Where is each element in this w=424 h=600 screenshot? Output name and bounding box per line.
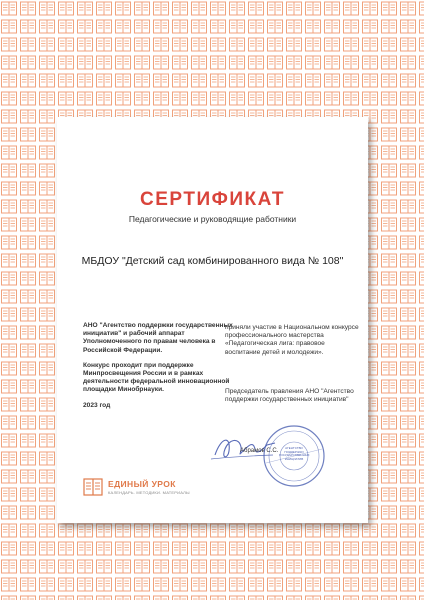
book-logo-icon [83, 478, 103, 496]
support-text: Конкурс проходит при поддержке Минпросвещения России и в рамках деятельности федеральной инновационной площадки Минобрнауки. [83, 361, 230, 394]
stamp-lettering: АГЕНТСТВО ПОДДЕРЖКИ ГОСУДАРСТВЕННЫХ ИНИЦИАТИВ [279, 446, 310, 461]
organizers-text: АНО "Агентство поддержки государственных инициатив" и рабочий аппарат Уполномоченного по правам человека в Российской Федерации. [83, 322, 233, 354]
signer-name: Абрамов С.С. [240, 448, 279, 454]
participation-block [225, 324, 360, 404]
certificate-title: СЕРТИФИКАТ [140, 189, 285, 210]
edinyi-urok-logo [83, 478, 190, 496]
logo-name: ЕДИНЫЙ УРОК [108, 479, 176, 489]
certificate-subtitle: Педагогические и руководящие работники [128, 214, 297, 224]
organizers-block [83, 322, 233, 417]
recipient-organization: МБДОУ "Детский сад комбинированного вида № 108" [81, 255, 344, 267]
year-text: 2023 год [83, 401, 111, 409]
logo-tagline: КАЛЕНДАРЬ. МЕТОДИКИ. МАТЕРИАЛЫ [108, 490, 190, 495]
signer-title: Председатель правления АНО "Агентство поддержки государственных инициатив" [225, 387, 354, 404]
participation-text: приняли участие в Национальном конкурсе профессионального мастерства «Педагогическая лига: правовое воспитание детей и молодежи». [225, 324, 359, 356]
certificate-sheet [57, 117, 368, 523]
